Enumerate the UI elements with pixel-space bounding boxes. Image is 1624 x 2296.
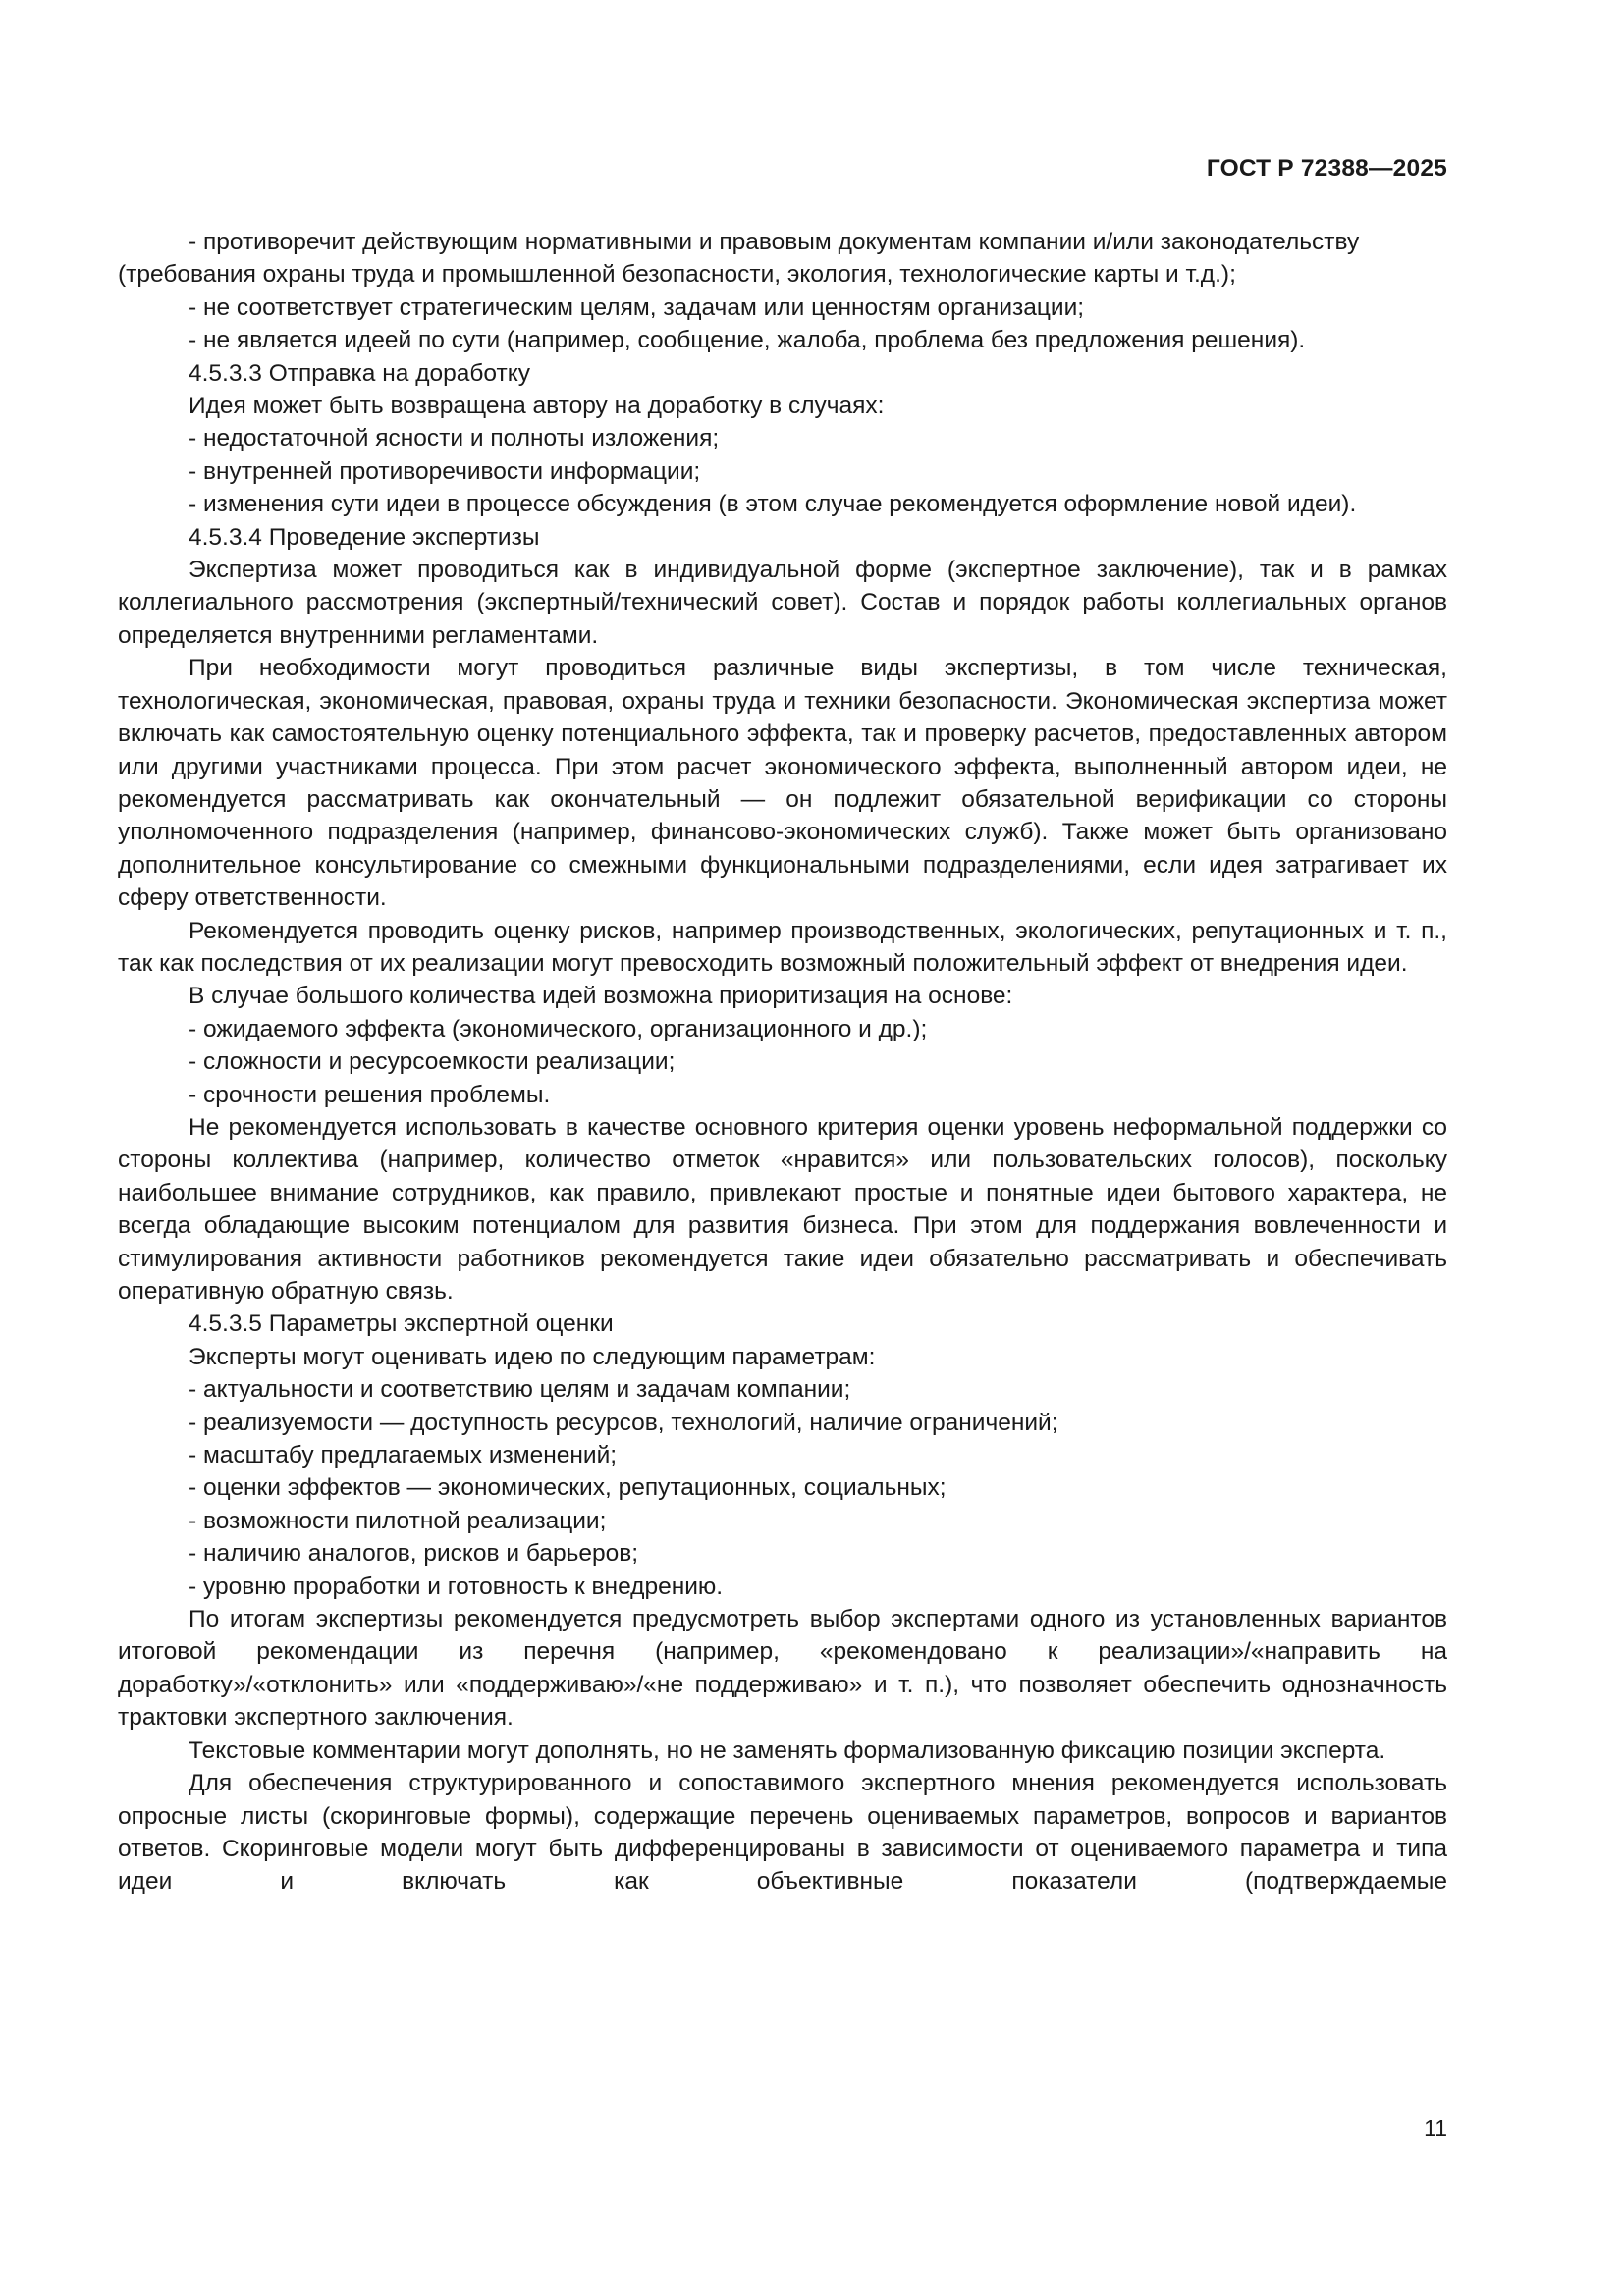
paragraph: Не рекомендуется использовать в качестве основного критерия оценки уровень неформальной поддержки со стороны коллектива (например, количество отметок «нравится» или пользовательских голосов), поскольку наибольшее внимание сотрудников, как правило, привлекают простые и понятные идеи бытового характера, не всегда обладающие высоким потенциалом для развития бизнеса. При этом для поддержания вовлеченности и стимулирования активности работников рекомендуется такие идеи обязательно рассматривать и обеспечивать оперативную обратную связь. <box>118 1113 1447 1305</box>
list-item: - ожидаемого эффекта (экономического, организационного и др.); <box>189 1015 928 1042</box>
paragraph: Рекомендуется проводить оценку рисков, например производственных, экологических, репутационных и т. п., так как последствия от их реализации могут превосходить возможный положительный эффект от внедрения идеи. <box>118 917 1447 977</box>
section-heading-4-5-3-5: 4.5.3.5 Параметры экспертной оценки <box>189 1310 614 1338</box>
list-item: - сложности и ресурсоемкости реализации; <box>189 1048 676 1076</box>
list-item: - актуальности и соответствию целям и задачам компании; <box>189 1376 851 1404</box>
list-item: - уровню проработки и готовность к внедрению. <box>189 1573 724 1600</box>
paragraph: При необходимости могут проводиться различные виды экспертизы, в том числе техническая, технологическая, экономическая, правовая, охраны труда и техники безопасности. Экономическая экспертиза может включать как самостоятельную оценку потенциального эффекта, так и проверку расчетов, предоставленных автором или другими участниками процесса. При этом расчет экономического эффекта, выполненный автором идеи, не рекомендуется рассматривать как окончательный — он подлежит обязательной верификации со стороны уполномоченного подразделения (например, финансово-экономических служб). Также может быть организовано дополнительное консультирование со смежными функциональными подразделениями, если идея затрагивает их сферу ответственности. <box>118 655 1447 912</box>
paragraph: Для обеспечения структурированного и сопоставимого экспертного мнения рекомендуется использовать опросные листы (скоринговые формы), содержащие перечень оцениваемых параметров, вопросов и вариантов ответов. Скоринговые модели могут быть дифференцированы в зависимости от оцениваемого параметра и типа идеи и включать как объективные показатели (подтверждаемые <box>118 1770 1447 1896</box>
list-item: - изменения сути идеи в процессе обсуждения (в этом случае рекомендуется оформление новой идеи). <box>189 491 1357 518</box>
page-number: 11 <box>1424 2115 1447 2141</box>
list-item: - оценки эффектов — экономических, репутационных, социальных; <box>189 1474 947 1502</box>
list-item: - возможности пилотной реализации; <box>189 1507 607 1534</box>
document-code-header: ГОСТ Р 72388—2025 <box>1206 155 1447 182</box>
paragraph: По итогам экспертизы рекомендуется предусмотреть выбор экспертами одного из установленных вариантов итоговой рекомендации из перечня (например, «рекомендовано к реализации»/«направить на доработку»/«отклонить» или «поддерживаю»/«не поддерживаю» и т. п.), что позволяет обеспечить однозначность трактовки экспертного заключения. <box>118 1606 1447 1732</box>
paragraph: Текстовые комментарии могут дополнять, но не заменять формализованную фиксацию позиции эксперта. <box>189 1736 1386 1764</box>
list-item: - не соответствует стратегическим целям, задачам или ценностям организации; <box>189 294 1085 321</box>
document-body <box>118 226 1447 1898</box>
list-item: - внутренней противоречивости информации; <box>189 457 701 485</box>
list-item: - реализуемости — доступность ресурсов, технологий, наличие ограничений; <box>189 1409 1058 1436</box>
list-item: - срочности решения проблемы. <box>189 1081 551 1108</box>
list-item: - не является идеей по сути (например, сообщение, жалоба, проблема без предложения решения). <box>189 327 1306 354</box>
paragraph: Экспертиза может проводиться как в индивидуальной форме (экспертное заключение), так и в рамках коллегиального рассмотрения (экспертный/технический совет). Состав и порядок работы коллегиальных органов определяется внутренними регламентами. <box>118 557 1447 649</box>
paragraph: Идея может быть возвращена автору на доработку в случаях: <box>189 393 885 420</box>
section-heading-4-5-3-4: 4.5.3.4 Проведение экспертизы <box>189 523 540 551</box>
section-heading-4-5-3-3: 4.5.3.3 Отправка на доработку <box>189 359 530 387</box>
paragraph: Эксперты могут оценивать идею по следующим параметрам: <box>189 1343 876 1370</box>
list-item: - недостаточной ясности и полноты изложения; <box>189 425 720 453</box>
list-item: - противоречит действующим нормативными и правовым документам компании и/или законодательству (требования охраны труда и промышленной безопасности, экология, технологические карты и т.д.); <box>118 229 1360 289</box>
list-item: - наличию аналогов, рисков и барьеров; <box>189 1540 639 1568</box>
list-item: - масштабу предлагаемых изменений; <box>189 1442 618 1469</box>
paragraph: В случае большого количества идей возможна приоритизация на основе: <box>189 983 1013 1010</box>
